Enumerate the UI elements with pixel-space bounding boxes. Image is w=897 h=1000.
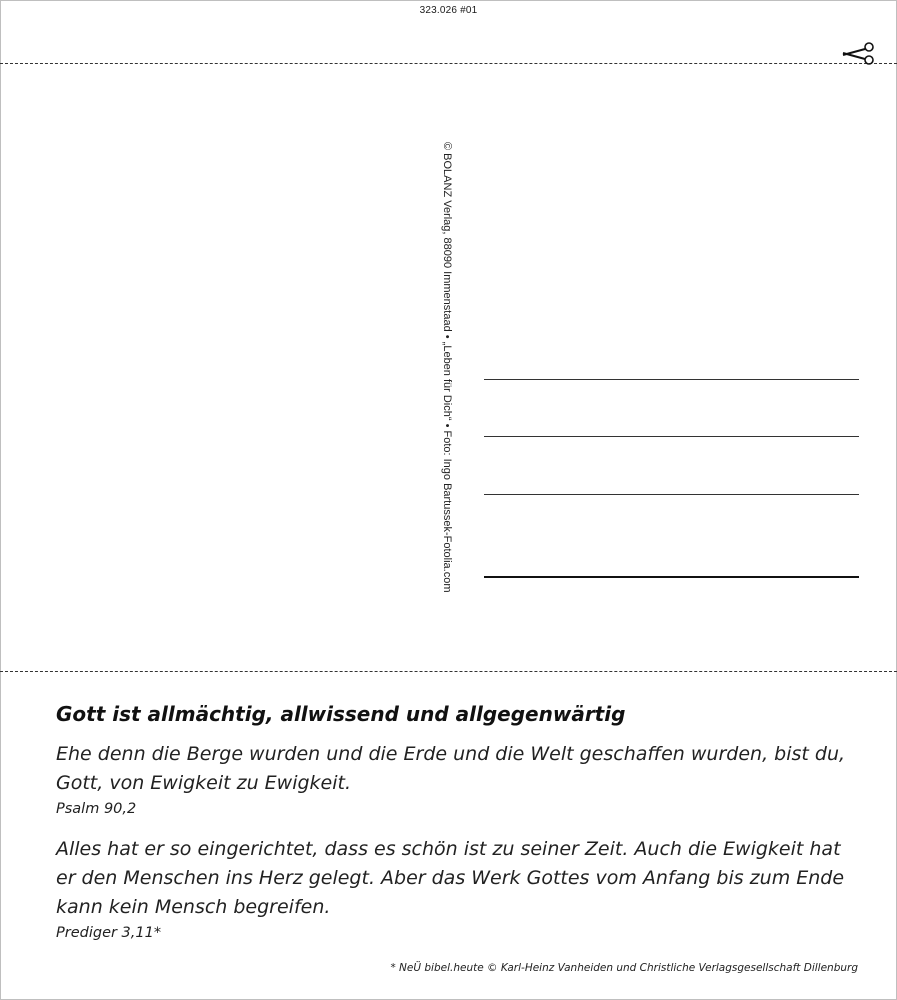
address-line-4 [484, 576, 859, 578]
scissors-icon [841, 40, 877, 66]
verse-text-1: Ehe denn die Berge wurden und die Erde und die Welt geschaffen wurden, bist du, Gott, von Ewigkeit zu Ewigkeit. [56, 743, 846, 794]
copyright-credit: © BOLANZ Verlag, 88090 Immenstaad • „Leben für Dich“ • Foto: Ingo Bartussek-Fotolia.com [441, 142, 453, 593]
address-line-3 [484, 494, 859, 495]
bottom-cut-line [0, 671, 897, 672]
footnote: * NeÜ bibel.heute © Karl-Heinz Vanheiden und Christliche Verlagsgesellschaft Dillenburg [390, 962, 858, 974]
verse-reference-2: Prediger 3,11* [56, 925, 162, 941]
verse-reference-1: Psalm 90,2 [56, 801, 137, 817]
address-line-1 [484, 379, 859, 380]
address-line-2 [484, 436, 859, 437]
top-cut-line [0, 63, 897, 64]
verse-text-2: Alles hat er so eingerichtet, dass es schön ist zu seiner Zeit. Auch die Ewigkeit hat er den Menschen ins Herz gelegt. Aber das Werk Gottes vom Anfang bis zum Ende kann kein Mensch begreifen. [56, 838, 845, 918]
article-number: 323.026 #01 [419, 5, 478, 16]
page-title: Gott ist allmächtig, allwissend und allgegenwärtig [56, 702, 626, 726]
verse-content [56, 702, 856, 959]
